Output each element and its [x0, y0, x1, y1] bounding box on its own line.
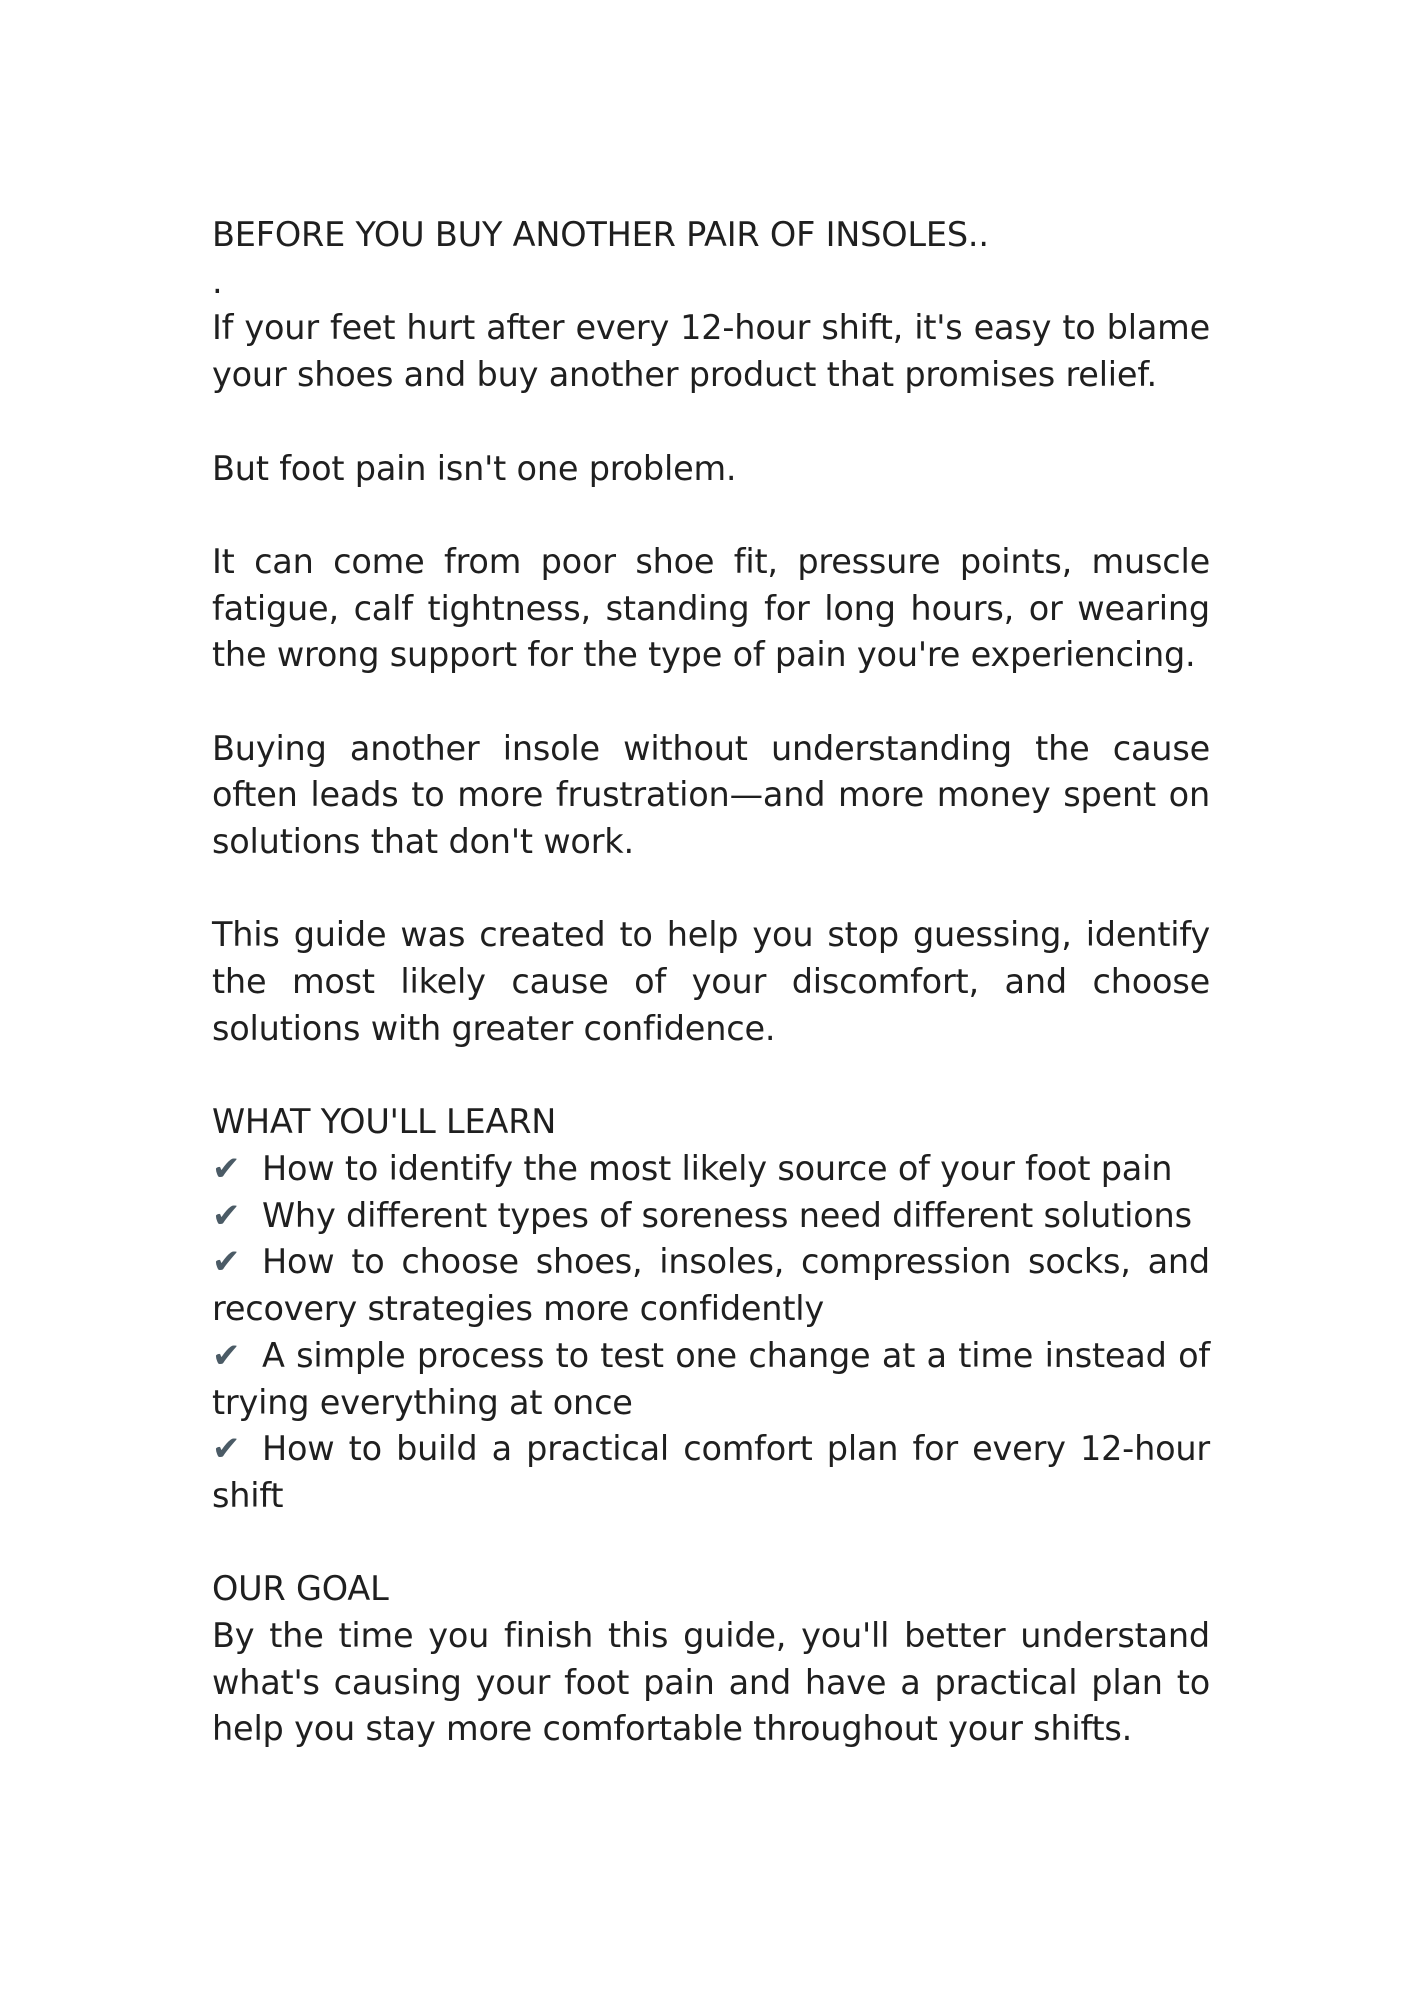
- learn-item-text: How to identify the most likely source of your foot pain: [262, 1148, 1173, 1188]
- spacer: [212, 399, 1210, 446]
- learn-item: [212, 1146, 1210, 1193]
- goal-heading: OUR GOAL: [212, 1569, 389, 1609]
- learn-item: [212, 1193, 1210, 1240]
- learn-item: [212, 1426, 1210, 1519]
- learn-item-text: How to build a practical comfort plan for every 12-hour shift: [212, 1429, 1210, 1515]
- checkmark-icon: ✔: [212, 1195, 241, 1236]
- causes-paragraph: It can come from poor shoe fit, pressure points, muscle fatigue, calf tightness, standing for long hours, or wearing the wrong support for the type of pain you're experiencing.: [212, 541, 1210, 675]
- frustration-paragraph: Buying another insole without understanding the cause often leads to more frustration—and more money spent on solutions that don't work.: [212, 728, 1210, 862]
- checkmark-icon: ✔: [212, 1429, 241, 1470]
- problem-paragraph: But foot pain isn't one problem.: [212, 448, 737, 488]
- intro-paragraph: If your feet hurt after every 12-hour shift, it's easy to blame your shoes and buy another product that promises relief.: [212, 308, 1210, 395]
- goal-paragraph: By the time you finish this guide, you'll better understand what's causing your foot pain and have a practical plan to help you stay more comfortable throughout your shifts.: [212, 1616, 1210, 1749]
- checkmark-icon: ✔: [212, 1242, 241, 1283]
- checkmark-icon: ✔: [212, 1335, 241, 1376]
- spacer: [212, 679, 1210, 726]
- spacer: [212, 866, 1210, 913]
- learn-list: [212, 1146, 1210, 1520]
- learn-item-text: How to choose shoes, insoles, compression socks, and recovery strategies more confidently: [212, 1242, 1210, 1329]
- learn-item-text: Why different types of soreness need different solutions: [262, 1195, 1192, 1235]
- learn-heading: WHAT YOU'LL LEARN: [212, 1102, 557, 1142]
- guide-purpose-paragraph: This guide was created to help you stop guessing, identify the most likely cause of your discomfort, and choose solutions with greater confidence.: [212, 915, 1210, 1048]
- spacer: [212, 1053, 1210, 1100]
- learn-item-text: A simple process to test one change at a time instead of trying everything at once: [212, 1335, 1210, 1422]
- document-page: [212, 212, 1210, 1753]
- spacer: [212, 492, 1210, 539]
- learn-item: [212, 1239, 1210, 1332]
- learn-item: [212, 1333, 1210, 1426]
- spacer: [212, 1520, 1210, 1567]
- title-dot: .: [212, 261, 223, 301]
- checkmark-icon: ✔: [212, 1148, 241, 1189]
- document-title: BEFORE YOU BUY ANOTHER PAIR OF INSOLES..: [212, 215, 989, 254]
